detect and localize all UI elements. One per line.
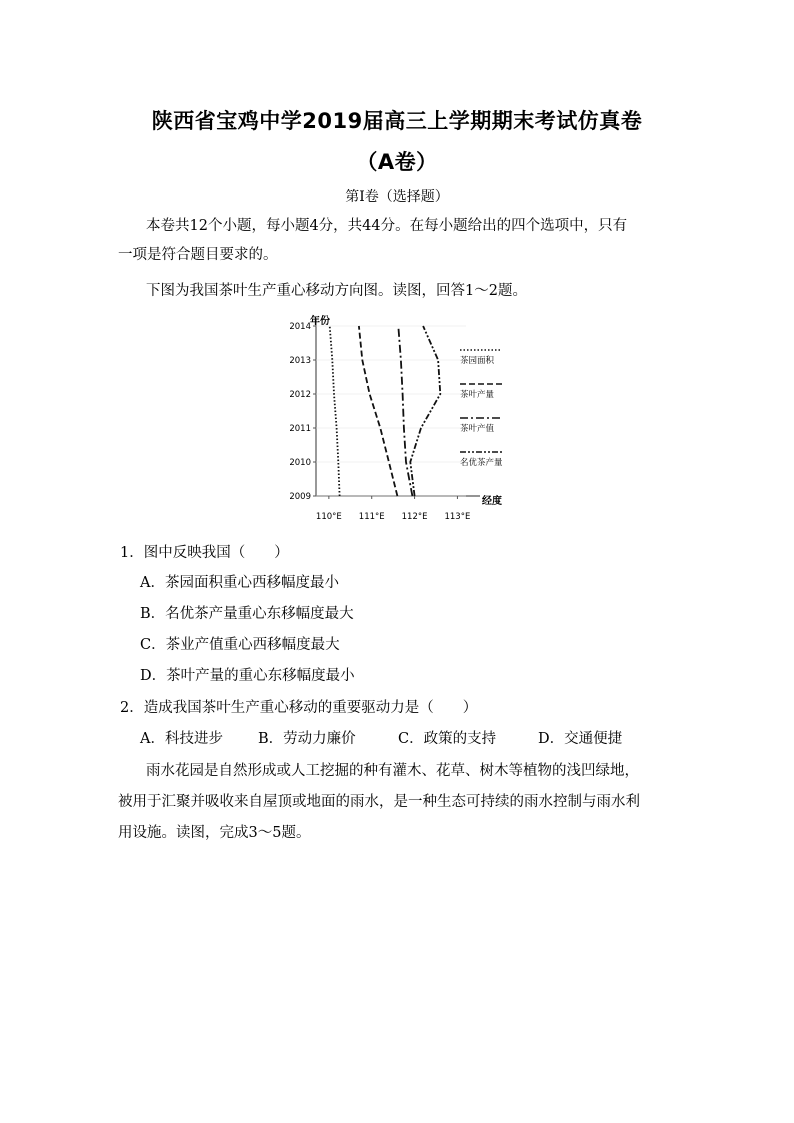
chart-svg [280, 310, 520, 530]
x-tick-label: 111°E [358, 512, 385, 522]
rain-garden-line-3: 用设施。读图，完成3～5题。 [118, 825, 311, 841]
question-1-option-b[interactable]: B．名优茶产量重心东移幅度最大 [140, 606, 354, 622]
x-axis-label: 经度 [482, 496, 502, 507]
question-2-option-c[interactable]: C．政策的支持 [398, 731, 497, 747]
x-tick-label: 110°E [315, 512, 342, 522]
intro-line-1: 本卷共12个小题，每小题4分，共44分。在每小题给出的四个选项中，只有 [146, 218, 628, 234]
question-1-option-c[interactable]: C．茶业产值重心西移幅度最大 [140, 637, 340, 653]
question-1-stem: 1．图中反映我国（ ） [120, 545, 289, 561]
legend-label: 茶园面积 [460, 356, 495, 366]
legend-label: 茶叶产量 [460, 390, 495, 400]
y-tick-label: 2009 [289, 492, 311, 502]
chart-legend [460, 350, 503, 468]
question-2-option-a[interactable]: A．科技进步 [140, 731, 223, 747]
series-line-1 [330, 326, 340, 496]
rain-garden-line-2: 被用于汇聚并吸收来自屋顶或地面的雨水，是一种生态可持续的雨水控制与雨水利 [118, 794, 640, 810]
y-axis-label: 年份 [310, 316, 330, 327]
series-line-2 [359, 326, 398, 496]
y-tick-label: 2014 [289, 322, 311, 332]
question-2-option-b[interactable]: B．劳动力廉价 [258, 731, 356, 747]
series-line-4 [410, 326, 440, 496]
section-heading: 第Ⅰ卷（选择题） [345, 189, 449, 205]
x-tick-label: 112°E [401, 512, 428, 522]
tea-center-chart [280, 310, 520, 530]
legend-label: 名优茶产量 [460, 458, 503, 468]
question-2-option-d[interactable]: D．交通便捷 [538, 731, 623, 747]
x-tick-label: 113°E [444, 512, 471, 522]
question-2-stem: 2．造成我国茶叶生产重心移动的重要驱动力是（ ） [120, 700, 478, 716]
chart-series [330, 326, 441, 496]
y-tick-label: 2011 [289, 424, 311, 434]
y-tick-label: 2010 [289, 458, 311, 468]
page-subtitle: （A卷） [356, 150, 438, 174]
question-1-option-a[interactable]: A．茶园面积重心西移幅度最小 [140, 575, 339, 591]
y-tick-label: 2013 [289, 356, 311, 366]
legend-label: 茶叶产值 [460, 424, 495, 434]
figure-intro: 下图为我国茶叶生产重心移动方向图。读图，回答1～2题。 [146, 283, 527, 299]
page-title: 陕西省宝鸡中学2019届高三上学期期末考试仿真卷 [151, 109, 643, 133]
question-1-option-d[interactable]: D．茶叶产量的重心东移幅度最小 [140, 668, 355, 684]
series-line-3 [398, 326, 412, 496]
y-tick-label: 2012 [289, 390, 311, 400]
rain-garden-line-1: 雨水花园是自然形成或人工挖掘的种有灌木、花草、树木等植物的浅凹绿地， [146, 763, 639, 779]
intro-line-2: 一项是符合题目要求的。 [118, 247, 278, 263]
